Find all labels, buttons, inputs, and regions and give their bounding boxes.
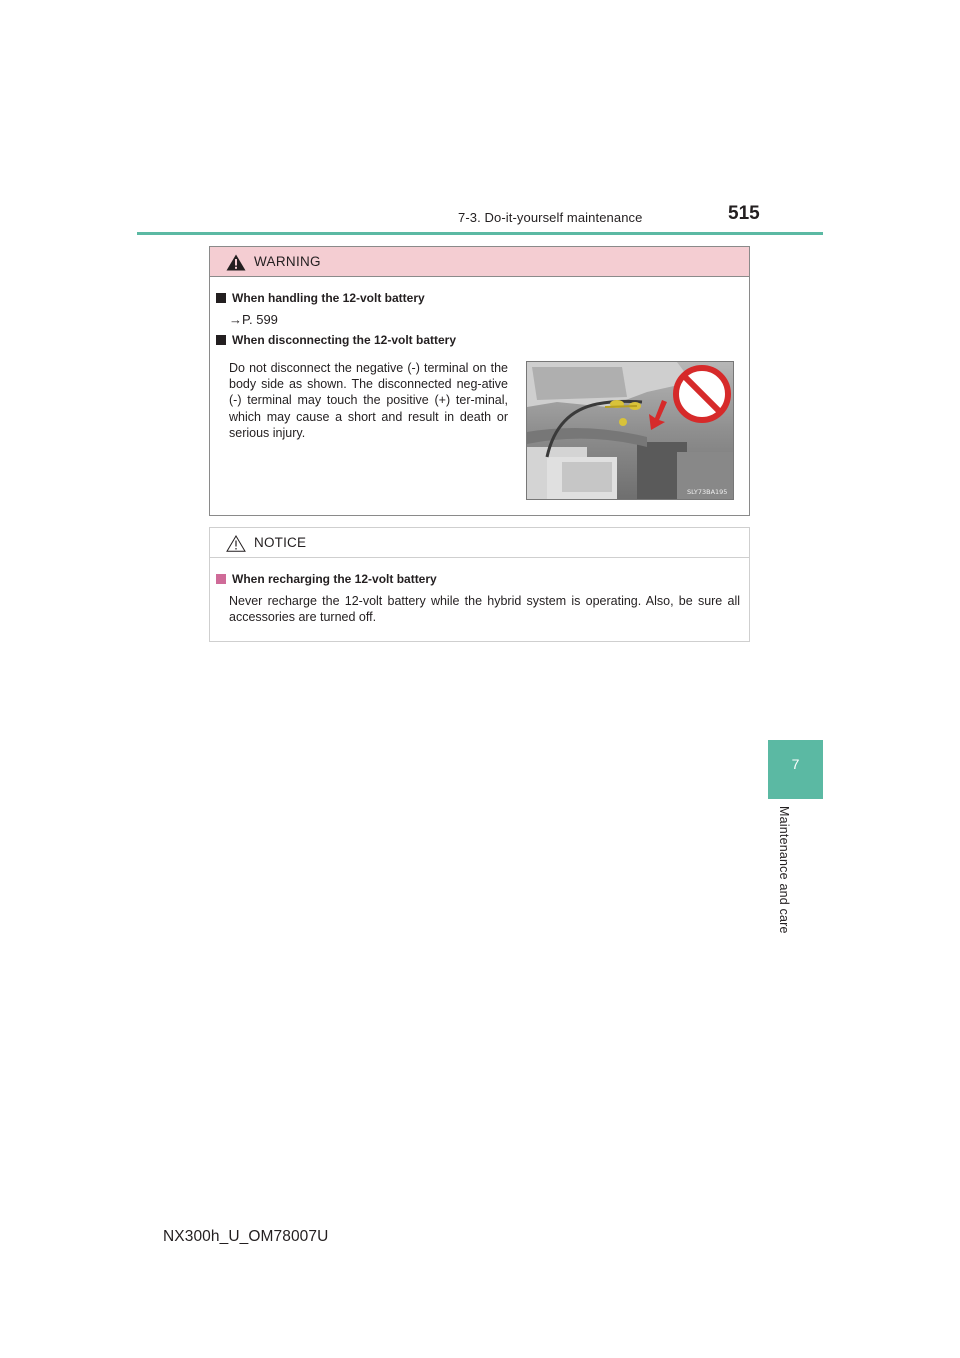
chapter-number: 7 <box>791 756 800 772</box>
warning-box <box>209 246 750 516</box>
section-title: 7-3. Do-it-yourself maintenance <box>458 210 643 225</box>
notice-label: NOTICE <box>254 535 307 550</box>
header-rule <box>137 232 823 235</box>
notice-body-text: Never recharge the 12-volt battery while the hybrid system is operating. Also, be sure all accessories are turned off. <box>229 594 740 625</box>
notice-item-heading: When recharging the 12-volt battery <box>216 572 437 586</box>
chapter-title: Maintenance and care <box>777 806 791 934</box>
page-number: 515 <box>728 203 760 224</box>
warning-triangle-icon <box>226 254 246 271</box>
image-code: SLY73BA195 <box>687 488 728 496</box>
notice-triangle-icon <box>226 535 246 552</box>
warning-item-heading: When handling the 12-volt battery <box>216 291 425 305</box>
notice-box <box>209 527 750 642</box>
square-bullet-icon <box>216 293 226 303</box>
warning-item-heading: When disconnecting the 12-volt battery <box>216 333 456 347</box>
warning-body-text: Do not disconnect the negative (-) terminal on the body side as shown. The disconnected neg-ative (-) terminal may touch the positive (+) ter-minal, which may cause a short and result in death or serious injury. <box>229 361 508 440</box>
document-code: NX300h_U_OM78007U <box>163 1228 329 1245</box>
warning-header <box>210 247 749 277</box>
square-bullet-icon <box>216 574 226 584</box>
battery-terminal-photo <box>526 361 734 500</box>
square-bullet-icon <box>216 335 226 345</box>
warning-label: WARNING <box>254 254 321 269</box>
page-reference: →P. 599 <box>229 312 278 327</box>
notice-header <box>210 528 749 558</box>
